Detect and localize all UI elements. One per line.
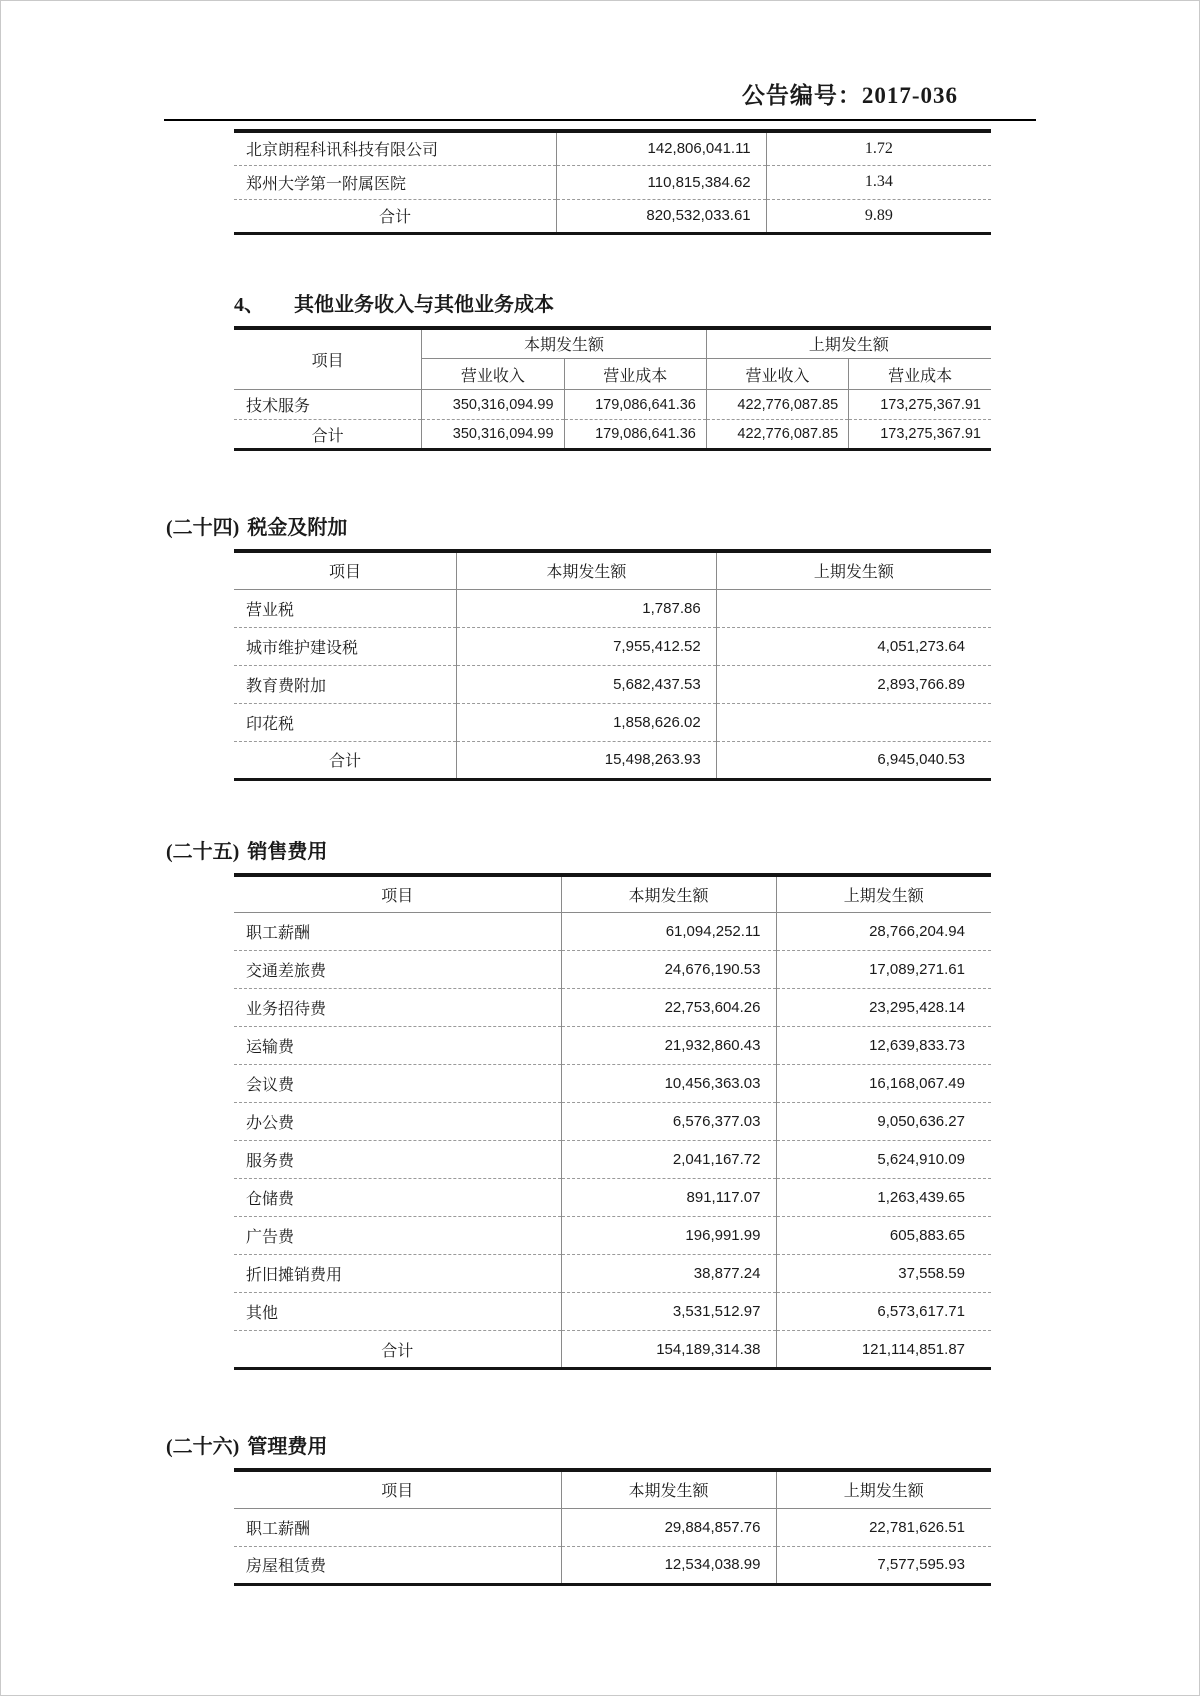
other-business-table — [234, 326, 991, 452]
table-row — [234, 1255, 991, 1293]
cell-total-label: 合计 — [234, 741, 457, 779]
cell-amount: 110,815,384.62 — [556, 165, 766, 199]
cell-item: 会议费 — [234, 1065, 561, 1103]
cell-amount: 29,884,857.76 — [561, 1508, 776, 1546]
cell-amount: 24,676,190.53 — [561, 951, 776, 989]
cell-amount: 820,532,033.61 — [556, 199, 766, 233]
cell-total-label: 合计 — [234, 1331, 561, 1369]
section-heading-admin-expense — [166, 1434, 1199, 1460]
column-header-prior-period: 上期发生额 — [776, 1470, 991, 1508]
table-row — [234, 627, 991, 665]
section-title: 其他业务收入与其他业务成本 — [294, 293, 554, 316]
revenue-customer-table-continuation — [234, 129, 991, 235]
table-header-row — [234, 1470, 991, 1508]
table-row — [234, 913, 991, 951]
cell-item: 技术服务 — [246, 398, 311, 415]
cell-item: 服务费 — [234, 1141, 561, 1179]
cell-amount: 28,766,204.94 — [776, 913, 991, 951]
section-title: 税金及附加 — [247, 517, 348, 539]
column-header-item: 项目 — [234, 875, 561, 913]
column-header-current-period: 本期发生额 — [422, 328, 707, 359]
column-header-cost: 营业成本 — [564, 359, 706, 390]
cell-amount: 3,531,512.97 — [561, 1293, 776, 1331]
table-row — [234, 589, 991, 627]
section-number: (二十四) — [166, 517, 240, 539]
section-heading-tax-surcharge — [166, 515, 1199, 541]
column-header-current-period: 本期发生额 — [561, 875, 776, 913]
cell-amount: 142,806,041.11 — [556, 131, 766, 165]
cell-amount — [716, 589, 991, 627]
table-row — [234, 165, 991, 199]
cell-amount: 422,776,087.85 — [706, 390, 848, 420]
cell-item: 教育费附加 — [234, 665, 457, 703]
cell-amount: 22,781,626.51 — [776, 1508, 991, 1546]
cell-amount: 61,094,252.11 — [561, 913, 776, 951]
column-header-item: 项目 — [234, 328, 422, 390]
cell-item: 职工薪酬 — [246, 925, 311, 942]
tax-surcharge-table — [234, 549, 991, 781]
cell-amount: 6,576,377.03 — [561, 1103, 776, 1141]
cell-amount: 2,041,167.72 — [561, 1141, 776, 1179]
cell-amount: 9,050,636.27 — [776, 1103, 991, 1141]
cell-amount: 5,682,437.53 — [457, 665, 717, 703]
cell-amount: 1,858,626.02 — [457, 703, 717, 741]
table-row — [234, 1141, 991, 1179]
cell-amount: 2,893,766.89 — [716, 665, 991, 703]
cell-amount: 891,117.07 — [561, 1179, 776, 1217]
table-header-row — [234, 875, 991, 913]
announcement-number: 公告编号：2017-036 — [164, 77, 1036, 121]
table-row — [234, 1217, 991, 1255]
table-row — [234, 1027, 991, 1065]
column-header-revenue: 营业收入 — [422, 359, 564, 390]
cell-amount: 154,189,314.38 — [561, 1331, 776, 1369]
cell-item: 印花税 — [234, 703, 457, 741]
cell-amount: 22,753,604.26 — [561, 989, 776, 1027]
cell-item: 广告费 — [234, 1217, 561, 1255]
cell-item: 交通差旅费 — [234, 951, 561, 989]
cell-amount: 10,456,363.03 — [561, 1065, 776, 1103]
cell-amount: 21,932,860.43 — [561, 1027, 776, 1065]
table-row — [234, 989, 991, 1027]
table-row — [234, 390, 991, 420]
cell-amount: 12,639,833.73 — [776, 1027, 991, 1065]
cell-amount: 605,883.65 — [776, 1217, 991, 1255]
cell-item: 营业税 — [246, 601, 295, 619]
cell-item: 城市维护建设税 — [234, 627, 457, 665]
column-header-prior-period: 上期发生额 — [706, 328, 991, 359]
cell-amount: 350,316,094.99 — [422, 390, 564, 420]
table-row — [234, 1179, 991, 1217]
section-number: (二十六) — [166, 1436, 240, 1458]
cell-item: 北京朗程科讯科技有限公司 — [246, 142, 439, 160]
cell-amount: 38,877.24 — [561, 1255, 776, 1293]
cell-item: 其他 — [234, 1293, 561, 1331]
cell-percent: 9.89 — [766, 199, 991, 233]
cell-total-label: 合计 — [234, 199, 556, 233]
table-row — [234, 951, 991, 989]
cell-item: 房屋租赁费 — [234, 1546, 561, 1584]
cell-amount: 173,275,367.91 — [849, 420, 991, 450]
column-header-revenue: 营业收入 — [706, 359, 848, 390]
section-number: (二十五) — [166, 840, 240, 863]
cell-amount: 1,787.86 — [457, 589, 717, 627]
cell-amount: 6,573,617.71 — [776, 1293, 991, 1331]
table-row — [234, 665, 991, 703]
cell-amount: 1,263,439.65 — [776, 1179, 991, 1217]
table-row — [234, 1103, 991, 1141]
cell-amount: 37,558.59 — [776, 1255, 991, 1293]
section-title: 销售费用 — [247, 840, 328, 863]
section-heading-selling-expense — [166, 839, 1199, 865]
column-header-current-period: 本期发生额 — [457, 551, 717, 589]
admin-expense-table — [234, 1468, 991, 1586]
cell-item: 职工薪酬 — [246, 1520, 311, 1538]
table-total-row — [234, 741, 991, 779]
cell-amount: 12,534,038.99 — [561, 1546, 776, 1584]
cell-item: 折旧摊销费用 — [234, 1255, 561, 1293]
table-row — [234, 703, 991, 741]
cell-amount: 196,991.99 — [561, 1217, 776, 1255]
cell-amount: 350,316,094.99 — [422, 420, 564, 450]
cell-amount: 17,089,271.61 — [776, 951, 991, 989]
table-row — [234, 1293, 991, 1331]
cell-amount: 179,086,641.36 — [564, 420, 706, 450]
table-row — [234, 1508, 991, 1546]
cell-amount — [716, 703, 991, 741]
cell-amount: 121,114,851.87 — [776, 1331, 991, 1369]
cell-amount: 179,086,641.36 — [564, 390, 706, 420]
column-header-cost: 营业成本 — [849, 359, 991, 390]
section-number: 4、 — [234, 293, 264, 316]
cell-item: 仓储费 — [234, 1179, 561, 1217]
section-title: 管理费用 — [247, 1436, 328, 1458]
cell-total-label: 合计 — [234, 420, 422, 450]
cell-percent: 1.72 — [766, 131, 991, 165]
table-header-row — [234, 551, 991, 589]
cell-amount: 23,295,428.14 — [776, 989, 991, 1027]
column-header-prior-period: 上期发生额 — [776, 875, 991, 913]
cell-item: 郑州大学第一附属医院 — [234, 165, 556, 199]
table-row — [234, 1065, 991, 1103]
column-header-item: 项目 — [234, 551, 457, 589]
cell-amount: 422,776,087.85 — [706, 420, 848, 450]
table-total-row — [234, 199, 991, 233]
cell-item: 运输费 — [234, 1027, 561, 1065]
cell-amount: 16,168,067.49 — [776, 1065, 991, 1103]
table-row — [234, 131, 991, 165]
selling-expense-table — [234, 873, 991, 1371]
section-heading-other-business — [234, 292, 1199, 318]
cell-amount: 5,624,910.09 — [776, 1141, 991, 1179]
cell-item: 办公费 — [234, 1103, 561, 1141]
table-header-row — [234, 328, 991, 359]
cell-amount: 6,945,040.53 — [716, 741, 991, 779]
table-total-row — [234, 420, 991, 450]
column-header-current-period: 本期发生额 — [561, 1470, 776, 1508]
cell-amount: 173,275,367.91 — [849, 390, 991, 420]
column-header-item: 项目 — [234, 1470, 561, 1508]
cell-amount: 4,051,273.64 — [716, 627, 991, 665]
cell-amount: 7,577,595.93 — [776, 1546, 991, 1584]
cell-amount: 15,498,263.93 — [457, 741, 717, 779]
cell-amount: 7,955,412.52 — [457, 627, 717, 665]
table-row — [234, 1546, 991, 1584]
column-header-prior-period: 上期发生额 — [716, 551, 991, 589]
cell-percent: 1.34 — [766, 165, 991, 199]
table-total-row — [234, 1331, 991, 1369]
cell-item: 业务招待费 — [234, 989, 561, 1027]
